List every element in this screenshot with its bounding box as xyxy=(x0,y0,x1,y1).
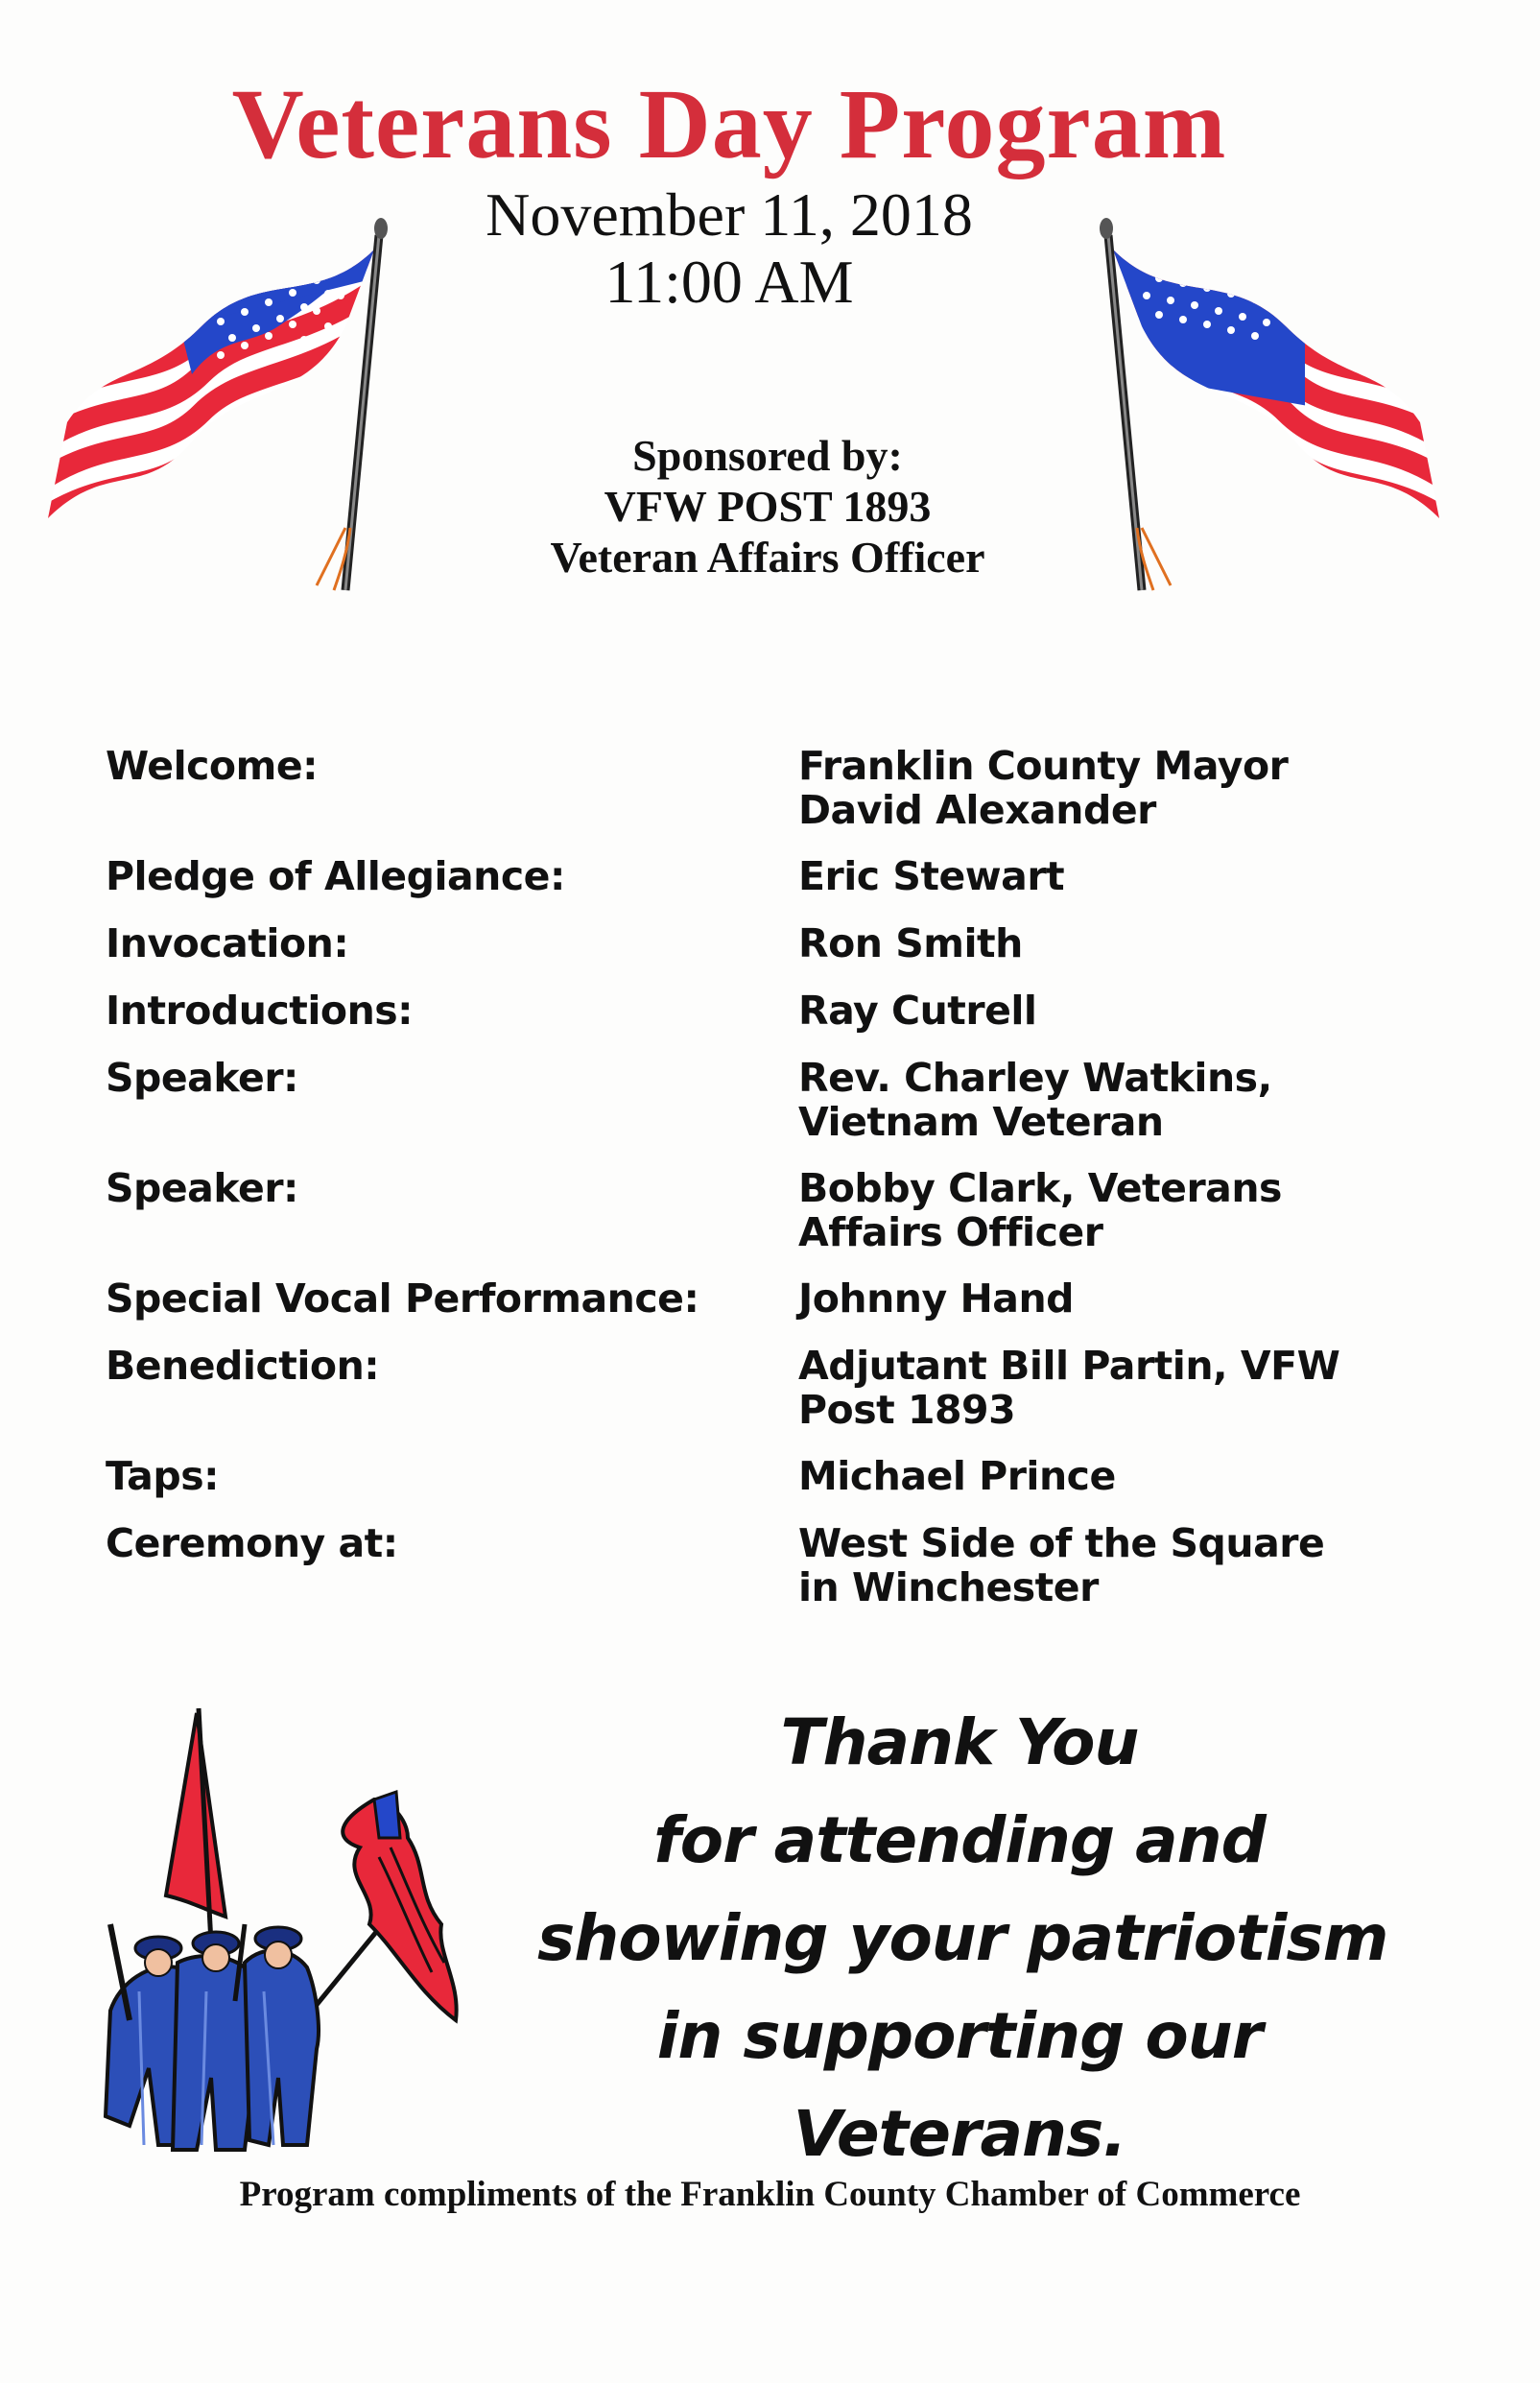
color-guard-icon xyxy=(91,1704,513,2159)
program-role: Taps: xyxy=(106,1453,219,1499)
program-row xyxy=(106,1166,1401,1276)
program-row xyxy=(106,744,1401,854)
program-person: Adjutant Bill Partin, VFW Post 1893 xyxy=(798,1343,1340,1433)
program-role: Speaker: xyxy=(106,1165,298,1211)
program-row xyxy=(106,989,1401,1056)
program-list xyxy=(106,744,1401,1632)
event-date: November 11, 2018 xyxy=(486,180,973,249)
program-row xyxy=(106,1454,1401,1521)
program-role: Introductions: xyxy=(106,988,414,1034)
event-time: 11:00 AM xyxy=(604,248,854,316)
sponsor-vao: Veteran Affairs Officer xyxy=(550,533,985,582)
program-role: Speaker: xyxy=(106,1055,298,1101)
program-row xyxy=(106,1344,1401,1454)
program-row xyxy=(106,1276,1401,1344)
program-person: Johnny Hand xyxy=(798,1275,1075,1322)
program-person: West Side of the Square in Winchester xyxy=(798,1520,1325,1610)
program-person: Ray Cutrell xyxy=(798,988,1037,1034)
program-role: Pledge of Allegiance: xyxy=(106,853,565,899)
program-person: Franklin County Mayor David Alexander xyxy=(798,743,1289,833)
page-title: Veterans Day Program xyxy=(231,69,1227,179)
program-role: Benediction: xyxy=(106,1343,380,1389)
program-role: Ceremony at: xyxy=(106,1520,398,1566)
thank-you-message: Thank You for attending and showing your patriotism in supporting our Veterans. xyxy=(537,1705,1388,2171)
program-row xyxy=(106,1521,1401,1632)
program-role: Special Vocal Performance: xyxy=(106,1275,699,1322)
program-person: Michael Prince xyxy=(798,1453,1116,1499)
program-person: Bobby Clark, Veterans Affairs Officer xyxy=(798,1165,1282,1255)
program-row xyxy=(106,1056,1401,1166)
program-role: Welcome: xyxy=(106,743,319,789)
program-person: Ron Smith xyxy=(798,920,1023,966)
program-row xyxy=(106,921,1401,989)
footer-credit: Program compliments of the Franklin County Chamber of Commerce xyxy=(239,2175,1301,2214)
program-row xyxy=(106,854,1401,921)
program-role: Invocation: xyxy=(106,920,349,966)
sponsor-vfw: VFW POST 1893 xyxy=(604,482,932,531)
sponsor-label: Sponsored by: xyxy=(632,431,903,480)
program-person: Rev. Charley Watkins, Vietnam Veteran xyxy=(798,1055,1272,1145)
program-person: Eric Stewart xyxy=(798,853,1065,899)
